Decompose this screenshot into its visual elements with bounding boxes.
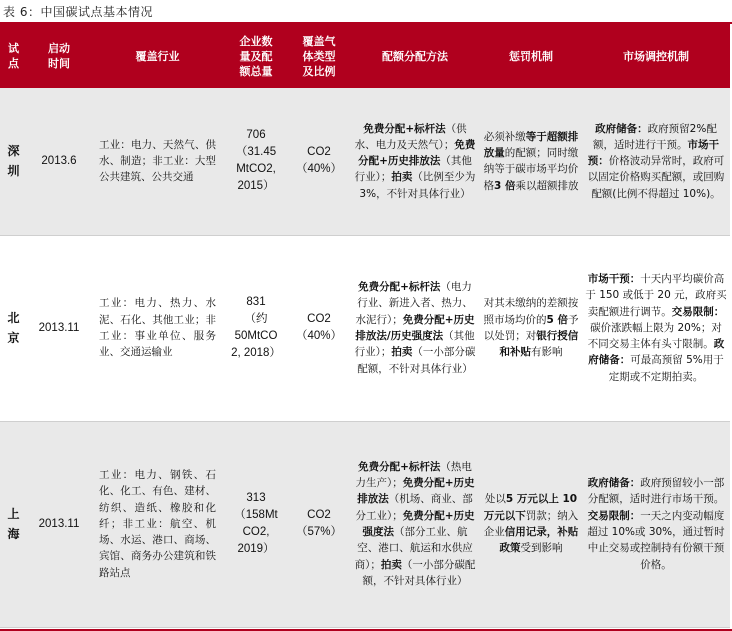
penalty-mechanism: 对其未缴纳的差额按照市场均价的5 倍予以处罚；对银行授信和补贴有影响 xyxy=(480,235,582,421)
header-market: 市场调控机制 xyxy=(582,24,730,88)
pilot-city: 北京 xyxy=(0,235,27,421)
table-caption: 表 6：中国碳试点基本情况 xyxy=(3,5,153,19)
pilot-city: 深圳 xyxy=(0,88,27,235)
covered-industries: 工业：电力、热力、水泥、石化、其他工业；非工业：事业单位、服务业、交通运输业 xyxy=(91,235,224,421)
firms-quota: 313 （158Mt CO2, 2019） xyxy=(224,421,288,627)
pilot-city: 上海 xyxy=(0,421,27,627)
covered-industries: 工业：电力、钢铁、石化、化工、有色、建材、纺织、造纸、橡胶和化纤；非工业：航空、机场、水运、港口、商场、宾馆、商务办公建筑和铁路站点 xyxy=(91,421,224,627)
table-row xyxy=(0,235,730,421)
header-allocation: 配额分配方法 xyxy=(350,24,480,88)
gas-type: CO2 （57%） xyxy=(288,421,350,627)
penalty-mechanism: 处以5 万元以上 10 万元以下罚款；纳入企业信用记录，补贴政策受到影响 xyxy=(480,421,582,627)
start-date: 2013.11 xyxy=(27,235,91,421)
table-row xyxy=(0,88,730,235)
allocation-method: 免费分配+标杆法（电力行业、新进入者、热力、水泥行）；免费分配+历史排放法/历史强度法（其他行业）；拍卖（一小部分碳配额，不针对具体行业） xyxy=(350,235,480,421)
header-firms-quota: 企业数量及配额总量 xyxy=(224,24,288,88)
header-start-time: 启动时间 xyxy=(27,24,91,88)
pilot-table xyxy=(0,24,730,628)
penalty-mechanism: 必须补缴等于超额排放量的配额；同时缴纳等于碳市场平均价格3 倍乘以超额排放 xyxy=(480,88,582,235)
header-gas-type: 覆盖气体类型及比例 xyxy=(288,24,350,88)
start-date: 2013.11 xyxy=(27,421,91,627)
firms-quota: 706 （31.45 MtCO2, 2015） xyxy=(224,88,288,235)
start-date: 2013.6 xyxy=(27,88,91,235)
covered-industries: 工业：电力、天然气、供水、制造；非工业：大型公共建筑、公共交通 xyxy=(91,88,224,235)
table-row xyxy=(0,421,730,627)
firms-quota: 831 （约 50MtCO 2, 2018） xyxy=(224,235,288,421)
allocation-method: 免费分配+标杆法（热电力生产）；免费分配+历史排放法（机场、商业、部分工业）；免费分配+历史强度法（部分工业、航空、港口、航运和水供应商）；拍卖（一小部分碳配额，不针对具体行业） xyxy=(350,421,480,627)
allocation-method: 免费分配+标杆法（供水、电力及天然气）；免费分配+历史排放法（其他行业）；拍卖（比例至少为3%，不针对具体行业） xyxy=(350,88,480,235)
header-industries: 覆盖行业 xyxy=(91,24,224,88)
market-mechanism: 市场干预：十天内平均碳价高于 150 或低于 20 元，政府买卖配额进行调节。交易限制：碳价涨跌幅上限为 20%；对不同交易主体有头寸限制。政府储备：可最高预留 5%用于定期或不定期拍卖。 xyxy=(582,235,730,421)
header-penalty: 惩罚机制 xyxy=(480,24,582,88)
header-row xyxy=(0,24,730,88)
market-mechanism: 政府储备：政府预留较小一部分配额，适时进行市场干预。交易限制：一天之内变动幅度超过 10%或 30%，通过暂时中止交易或控制持有份额干预价格。 xyxy=(582,421,730,627)
gas-type: CO2 （40%） xyxy=(288,235,350,421)
gas-type: CO2 （40%） xyxy=(288,88,350,235)
header-pilot: 试点 xyxy=(0,24,27,88)
market-mechanism: 政府储备：政府预留2%配额，适时进行干预。市场干预：价格波动异常时，政府可以固定价格购买配额，或回购配额(比例不得超过 10%)。 xyxy=(582,88,730,235)
